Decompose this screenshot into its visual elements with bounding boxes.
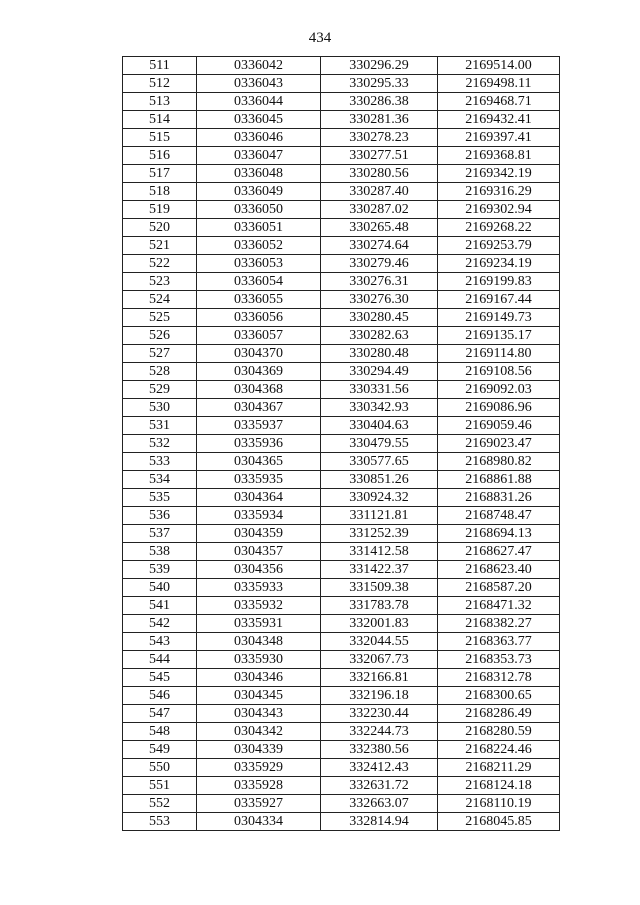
y-coordinate-cell: 2168211.29 [438, 759, 560, 777]
point-id-cell: 0304357 [197, 543, 321, 561]
point-id-cell: 0304334 [197, 813, 321, 831]
table-row [123, 111, 560, 129]
point-number-cell: 529 [123, 381, 197, 399]
table-row [123, 327, 560, 345]
point-number-cell: 544 [123, 651, 197, 669]
x-coordinate-cell: 330280.48 [321, 345, 438, 363]
y-coordinate-cell: 2169059.46 [438, 417, 560, 435]
point-number-cell: 548 [123, 723, 197, 741]
x-coordinate-cell: 330851.26 [321, 471, 438, 489]
y-coordinate-cell: 2169135.17 [438, 327, 560, 345]
x-coordinate-cell: 332166.81 [321, 669, 438, 687]
point-id-cell: 0335934 [197, 507, 321, 525]
point-id-cell: 0336043 [197, 75, 321, 93]
y-coordinate-cell: 2169397.41 [438, 129, 560, 147]
point-number-cell: 518 [123, 183, 197, 201]
x-coordinate-cell: 330294.49 [321, 363, 438, 381]
point-id-cell: 0335936 [197, 435, 321, 453]
point-number-cell: 530 [123, 399, 197, 417]
x-coordinate-cell: 330276.30 [321, 291, 438, 309]
y-coordinate-cell: 2169468.71 [438, 93, 560, 111]
table-row [123, 165, 560, 183]
y-coordinate-cell: 2168587.20 [438, 579, 560, 597]
table-row [123, 777, 560, 795]
point-number-cell: 511 [123, 57, 197, 75]
point-id-cell: 0304356 [197, 561, 321, 579]
coordinates-table-body [123, 57, 560, 831]
point-number-cell: 552 [123, 795, 197, 813]
point-id-cell: 0336055 [197, 291, 321, 309]
point-number-cell: 521 [123, 237, 197, 255]
point-number-cell: 525 [123, 309, 197, 327]
y-coordinate-cell: 2169108.56 [438, 363, 560, 381]
table-row [123, 399, 560, 417]
table-row [123, 75, 560, 93]
point-number-cell: 516 [123, 147, 197, 165]
point-id-cell: 0336050 [197, 201, 321, 219]
point-number-cell: 528 [123, 363, 197, 381]
point-id-cell: 0336057 [197, 327, 321, 345]
point-number-cell: 523 [123, 273, 197, 291]
table-row [123, 633, 560, 651]
x-coordinate-cell: 332067.73 [321, 651, 438, 669]
x-coordinate-cell: 332663.07 [321, 795, 438, 813]
table-row [123, 129, 560, 147]
table-row [123, 93, 560, 111]
point-number-cell: 522 [123, 255, 197, 273]
table-row [123, 687, 560, 705]
x-coordinate-cell: 330577.65 [321, 453, 438, 471]
point-id-cell: 0335928 [197, 777, 321, 795]
table-row [123, 543, 560, 561]
y-coordinate-cell: 2168694.13 [438, 525, 560, 543]
y-coordinate-cell: 2168124.18 [438, 777, 560, 795]
point-id-cell: 0336049 [197, 183, 321, 201]
x-coordinate-cell: 330331.56 [321, 381, 438, 399]
x-coordinate-cell: 330278.23 [321, 129, 438, 147]
point-id-cell: 0304345 [197, 687, 321, 705]
x-coordinate-cell: 332244.73 [321, 723, 438, 741]
point-id-cell: 0336042 [197, 57, 321, 75]
point-id-cell: 0304364 [197, 489, 321, 507]
table-row [123, 435, 560, 453]
table-row [123, 219, 560, 237]
x-coordinate-cell: 331783.78 [321, 597, 438, 615]
x-coordinate-cell: 330279.46 [321, 255, 438, 273]
x-coordinate-cell: 332196.18 [321, 687, 438, 705]
y-coordinate-cell: 2168627.47 [438, 543, 560, 561]
x-coordinate-cell: 331412.58 [321, 543, 438, 561]
y-coordinate-cell: 2169432.41 [438, 111, 560, 129]
point-id-cell: 0336048 [197, 165, 321, 183]
y-coordinate-cell: 2168353.73 [438, 651, 560, 669]
x-coordinate-cell: 332230.44 [321, 705, 438, 723]
point-number-cell: 549 [123, 741, 197, 759]
point-id-cell: 0304365 [197, 453, 321, 471]
y-coordinate-cell: 2169268.22 [438, 219, 560, 237]
table-row [123, 471, 560, 489]
table-row [123, 345, 560, 363]
table-row [123, 669, 560, 687]
x-coordinate-cell: 330404.63 [321, 417, 438, 435]
table-row [123, 597, 560, 615]
point-number-cell: 542 [123, 615, 197, 633]
point-id-cell: 0336051 [197, 219, 321, 237]
point-id-cell: 0336054 [197, 273, 321, 291]
point-number-cell: 553 [123, 813, 197, 831]
x-coordinate-cell: 330286.38 [321, 93, 438, 111]
point-id-cell: 0336047 [197, 147, 321, 165]
x-coordinate-cell: 330281.36 [321, 111, 438, 129]
table-row [123, 525, 560, 543]
x-coordinate-cell: 330280.45 [321, 309, 438, 327]
table-row [123, 453, 560, 471]
y-coordinate-cell: 2169149.73 [438, 309, 560, 327]
y-coordinate-cell: 2169498.11 [438, 75, 560, 93]
point-id-cell: 0336052 [197, 237, 321, 255]
x-coordinate-cell: 330924.32 [321, 489, 438, 507]
point-number-cell: 534 [123, 471, 197, 489]
x-coordinate-cell: 330274.64 [321, 237, 438, 255]
y-coordinate-cell: 2169302.94 [438, 201, 560, 219]
x-coordinate-cell: 332631.72 [321, 777, 438, 795]
table-row [123, 273, 560, 291]
y-coordinate-cell: 2169316.29 [438, 183, 560, 201]
y-coordinate-cell: 2168312.78 [438, 669, 560, 687]
x-coordinate-cell: 330282.63 [321, 327, 438, 345]
y-coordinate-cell: 2168471.32 [438, 597, 560, 615]
x-coordinate-cell: 332814.94 [321, 813, 438, 831]
y-coordinate-cell: 2168224.46 [438, 741, 560, 759]
y-coordinate-cell: 2169368.81 [438, 147, 560, 165]
x-coordinate-cell: 330479.55 [321, 435, 438, 453]
point-number-cell: 543 [123, 633, 197, 651]
x-coordinate-cell: 330342.93 [321, 399, 438, 417]
point-id-cell: 0336053 [197, 255, 321, 273]
point-number-cell: 550 [123, 759, 197, 777]
table-row [123, 309, 560, 327]
table-row [123, 201, 560, 219]
table-row [123, 651, 560, 669]
point-id-cell: 0304339 [197, 741, 321, 759]
page-number: 434 [308, 30, 332, 46]
y-coordinate-cell: 2168363.77 [438, 633, 560, 651]
point-number-cell: 532 [123, 435, 197, 453]
y-coordinate-cell: 2168382.27 [438, 615, 560, 633]
table-row [123, 579, 560, 597]
point-number-cell: 531 [123, 417, 197, 435]
x-coordinate-cell: 331509.38 [321, 579, 438, 597]
point-number-cell: 551 [123, 777, 197, 795]
x-coordinate-cell: 331121.81 [321, 507, 438, 525]
point-id-cell: 0335929 [197, 759, 321, 777]
x-coordinate-cell: 332380.56 [321, 741, 438, 759]
point-number-cell: 536 [123, 507, 197, 525]
point-number-cell: 524 [123, 291, 197, 309]
table-row [123, 381, 560, 399]
table-row [123, 147, 560, 165]
point-number-cell: 527 [123, 345, 197, 363]
x-coordinate-cell: 330296.29 [321, 57, 438, 75]
y-coordinate-cell: 2169092.03 [438, 381, 560, 399]
table-row [123, 363, 560, 381]
x-coordinate-cell: 330295.33 [321, 75, 438, 93]
point-number-cell: 512 [123, 75, 197, 93]
y-coordinate-cell: 2169023.47 [438, 435, 560, 453]
point-number-cell: 535 [123, 489, 197, 507]
table-row [123, 507, 560, 525]
point-id-cell: 0335927 [197, 795, 321, 813]
point-id-cell: 0335937 [197, 417, 321, 435]
point-id-cell: 0335930 [197, 651, 321, 669]
point-id-cell: 0304346 [197, 669, 321, 687]
x-coordinate-cell: 332001.83 [321, 615, 438, 633]
y-coordinate-cell: 2168831.26 [438, 489, 560, 507]
point-id-cell: 0335933 [197, 579, 321, 597]
y-coordinate-cell: 2169514.00 [438, 57, 560, 75]
table-row [123, 183, 560, 201]
point-id-cell: 0304342 [197, 723, 321, 741]
point-id-cell: 0304368 [197, 381, 321, 399]
y-coordinate-cell: 2169199.83 [438, 273, 560, 291]
point-number-cell: 520 [123, 219, 197, 237]
table-row [123, 237, 560, 255]
table-row [123, 759, 560, 777]
point-number-cell: 540 [123, 579, 197, 597]
point-number-cell: 519 [123, 201, 197, 219]
y-coordinate-cell: 2168286.49 [438, 705, 560, 723]
table-row [123, 291, 560, 309]
point-id-cell: 0336046 [197, 129, 321, 147]
table-row [123, 705, 560, 723]
table-row [123, 255, 560, 273]
point-number-cell: 546 [123, 687, 197, 705]
point-number-cell: 537 [123, 525, 197, 543]
y-coordinate-cell: 2168045.85 [438, 813, 560, 831]
y-coordinate-cell: 2169114.80 [438, 345, 560, 363]
point-number-cell: 517 [123, 165, 197, 183]
table-row [123, 489, 560, 507]
y-coordinate-cell: 2168110.19 [438, 795, 560, 813]
table-row [123, 561, 560, 579]
x-coordinate-cell: 330280.56 [321, 165, 438, 183]
point-id-cell: 0336056 [197, 309, 321, 327]
x-coordinate-cell: 330287.02 [321, 201, 438, 219]
table-row [123, 417, 560, 435]
point-number-cell: 541 [123, 597, 197, 615]
point-id-cell: 0336044 [197, 93, 321, 111]
y-coordinate-cell: 2169253.79 [438, 237, 560, 255]
point-id-cell: 0304348 [197, 633, 321, 651]
y-coordinate-cell: 2169167.44 [438, 291, 560, 309]
coordinates-table [122, 56, 560, 831]
x-coordinate-cell: 332044.55 [321, 633, 438, 651]
table-row [123, 741, 560, 759]
x-coordinate-cell: 331422.37 [321, 561, 438, 579]
point-number-cell: 547 [123, 705, 197, 723]
table-row [123, 615, 560, 633]
point-number-cell: 533 [123, 453, 197, 471]
y-coordinate-cell: 2168623.40 [438, 561, 560, 579]
point-number-cell: 515 [123, 129, 197, 147]
y-coordinate-cell: 2168748.47 [438, 507, 560, 525]
point-id-cell: 0304359 [197, 525, 321, 543]
y-coordinate-cell: 2168280.59 [438, 723, 560, 741]
point-number-cell: 514 [123, 111, 197, 129]
x-coordinate-cell: 332412.43 [321, 759, 438, 777]
y-coordinate-cell: 2169086.96 [438, 399, 560, 417]
point-id-cell: 0304343 [197, 705, 321, 723]
x-coordinate-cell: 330277.51 [321, 147, 438, 165]
y-coordinate-cell: 2168980.82 [438, 453, 560, 471]
table-row [123, 813, 560, 831]
point-id-cell: 0304369 [197, 363, 321, 381]
point-id-cell: 0335935 [197, 471, 321, 489]
point-id-cell: 0335932 [197, 597, 321, 615]
point-number-cell: 538 [123, 543, 197, 561]
point-number-cell: 526 [123, 327, 197, 345]
y-coordinate-cell: 2169234.19 [438, 255, 560, 273]
x-coordinate-cell: 331252.39 [321, 525, 438, 543]
point-id-cell: 0304367 [197, 399, 321, 417]
point-number-cell: 539 [123, 561, 197, 579]
table-row [123, 57, 560, 75]
y-coordinate-cell: 2169342.19 [438, 165, 560, 183]
table-row [123, 795, 560, 813]
x-coordinate-cell: 330265.48 [321, 219, 438, 237]
point-id-cell: 0304370 [197, 345, 321, 363]
y-coordinate-cell: 2168300.65 [438, 687, 560, 705]
point-number-cell: 545 [123, 669, 197, 687]
table-row [123, 723, 560, 741]
point-number-cell: 513 [123, 93, 197, 111]
point-id-cell: 0336045 [197, 111, 321, 129]
point-id-cell: 0335931 [197, 615, 321, 633]
y-coordinate-cell: 2168861.88 [438, 471, 560, 489]
x-coordinate-cell: 330276.31 [321, 273, 438, 291]
x-coordinate-cell: 330287.40 [321, 183, 438, 201]
